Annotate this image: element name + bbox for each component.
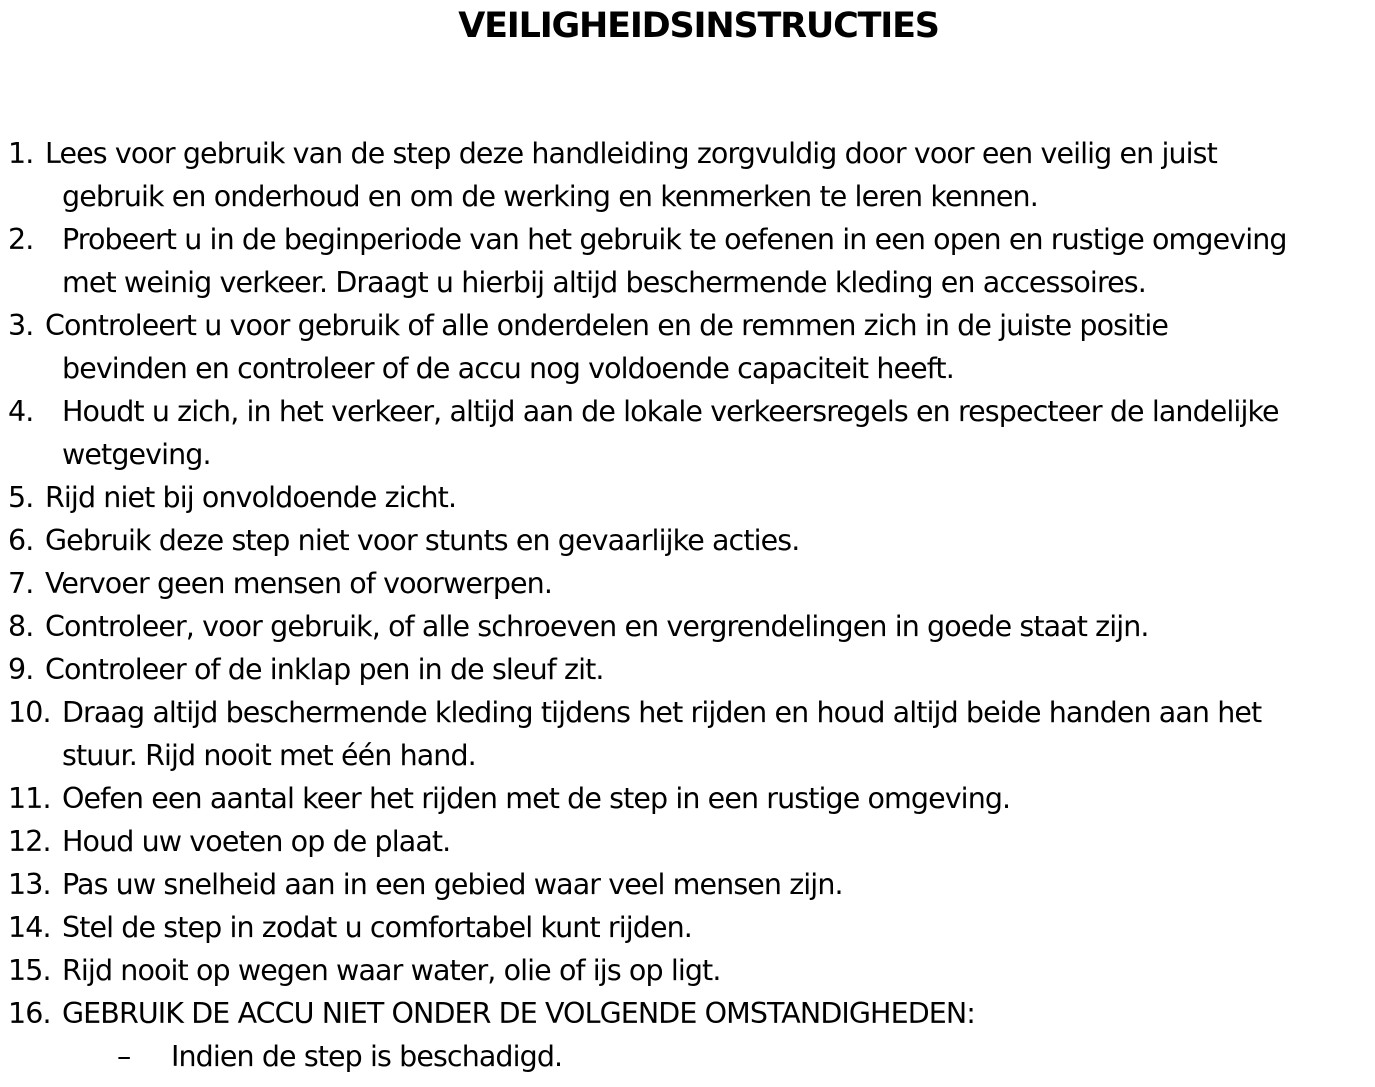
dash-bullet: – xyxy=(117,1040,131,1073)
item-number: 2. xyxy=(8,223,34,256)
item-text-continuation: stuur. Rijd nooit met één hand. xyxy=(62,739,476,772)
item-number: 16. xyxy=(8,997,51,1030)
item-number: 15. xyxy=(8,954,51,987)
item-number: 11. xyxy=(8,782,51,815)
list-item-11 xyxy=(0,777,1375,820)
list-item-3 xyxy=(0,304,1375,347)
item-text: GEBRUIK DE ACCU NIET ONDER DE VOLGENDE OMSTANDIGHEDEN: xyxy=(62,997,975,1030)
list-item-12 xyxy=(0,820,1375,863)
item-text: Rijd nooit op wegen waar water, olie of ijs op ligt. xyxy=(62,954,721,987)
list-item-5 xyxy=(0,476,1375,519)
list-item-1 xyxy=(0,132,1375,175)
sub-item-text: Indien de step is beschadigd. xyxy=(171,1040,563,1073)
item-text: Houdt u zich, in het verkeer, altijd aan de lokale verkeersregels en respecteer de landelijke xyxy=(62,395,1279,428)
item-text: Controleer, voor gebruik, of alle schroeven en vergrendelingen in goede staat zijn. xyxy=(45,610,1149,643)
instruction-list xyxy=(0,132,1375,1078)
page-title: VEILIGHEIDSINSTRUCTIES xyxy=(458,6,939,46)
list-item-4-continuation xyxy=(0,433,1375,476)
item-number: 10. xyxy=(8,696,51,729)
item-text-continuation: gebruik en onderhoud en om de werking en kenmerken te leren kennen. xyxy=(62,180,1038,213)
list-item-15 xyxy=(0,949,1375,992)
item-number: 9. xyxy=(8,653,34,686)
item-number: 12. xyxy=(8,825,51,858)
item-text-continuation: bevinden en controleer of de accu nog voldoende capaciteit heeft. xyxy=(62,352,954,385)
item-text: Stel de step in zodat u comfortabel kunt rijden. xyxy=(62,911,692,944)
item-number: 5. xyxy=(8,481,34,514)
item-text: Controleert u voor gebruik of alle onderdelen en de remmen zich in de juiste positie xyxy=(45,309,1169,342)
list-item-7 xyxy=(0,562,1375,605)
item-text: Draag altijd beschermende kleding tijdens het rijden en houd altijd beide handen aan het xyxy=(62,696,1262,729)
item-number: 1. xyxy=(8,137,34,170)
item-text: Rijd niet bij onvoldoende zicht. xyxy=(45,481,457,514)
item-text: Probeert u in de beginperiode van het gebruik te oefenen in een open en rustige omgeving xyxy=(62,223,1287,256)
list-item-9 xyxy=(0,648,1375,691)
list-item-4 xyxy=(0,390,1375,433)
list-item-16 xyxy=(0,992,1375,1035)
list-item-1-continuation xyxy=(0,175,1375,218)
item-number: 3. xyxy=(8,309,34,342)
item-text: Oefen een aantal keer het rijden met de step in een rustige omgeving. xyxy=(62,782,1011,815)
list-item-13 xyxy=(0,863,1375,906)
list-item-6 xyxy=(0,519,1375,562)
item-text-continuation: met weinig verkeer. Draagt u hierbij altijd beschermende kleding en accessoires. xyxy=(62,266,1146,299)
list-item-2-continuation xyxy=(0,261,1375,304)
list-item-10-continuation xyxy=(0,734,1375,777)
item-number: 13. xyxy=(8,868,51,901)
item-number: 6. xyxy=(8,524,34,557)
list-item-3-continuation xyxy=(0,347,1375,390)
item-text: Pas uw snelheid aan in een gebied waar veel mensen zijn. xyxy=(62,868,843,901)
list-item-14 xyxy=(0,906,1375,949)
item-text: Lees voor gebruik van de step deze handleiding zorgvuldig door voor een veilig en juist xyxy=(45,137,1217,170)
item-text: Houd uw voeten op de plaat. xyxy=(62,825,451,858)
list-item-8 xyxy=(0,605,1375,648)
item-number: 4. xyxy=(8,395,34,428)
item-text-continuation: wetgeving. xyxy=(62,438,211,471)
sub-list-item xyxy=(0,1035,1375,1078)
list-item-2 xyxy=(0,218,1375,261)
item-text: Controleer of de inklap pen in de sleuf zit. xyxy=(45,653,604,686)
item-number: 7. xyxy=(8,567,34,600)
item-number: 8. xyxy=(8,610,34,643)
item-text: Vervoer geen mensen of voorwerpen. xyxy=(45,567,552,600)
list-item-10 xyxy=(0,691,1375,734)
item-number: 14. xyxy=(8,911,51,944)
item-text: Gebruik deze step niet voor stunts en gevaarlijke acties. xyxy=(45,524,800,557)
